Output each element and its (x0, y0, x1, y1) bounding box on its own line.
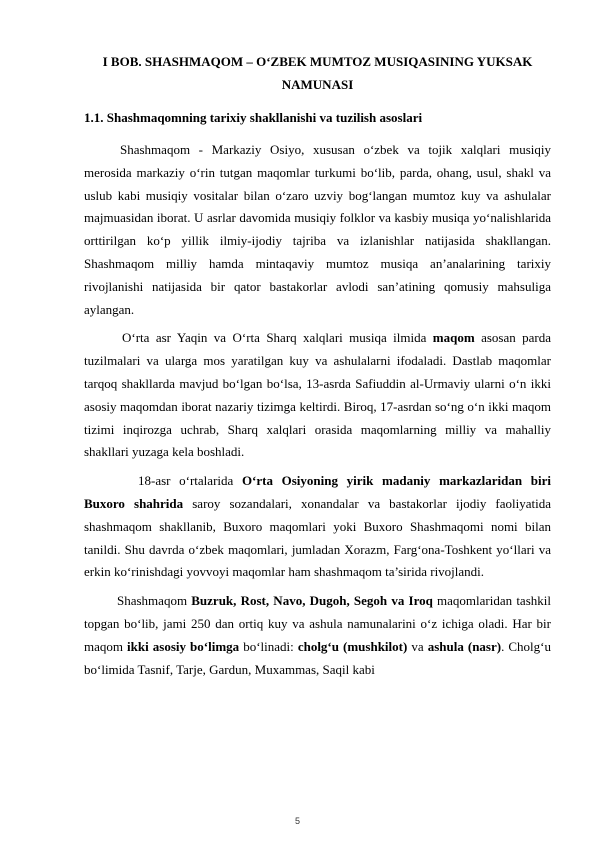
paragraph-text: bo‘linadi: (239, 638, 298, 654)
paragraph-text: asosan parda tuzilmalari va ularga mos yaratilgan kuy va ashulalarni ifodaladi. Dastlab maqomlar tarqoq shakllarda mavjud bo‘lgan bo‘lsa, 13-asrda Safiuddin al-Urmaviy ularni o‘n ikki asosiy maqomdan iborat nazariy tizimga keltirdi. Biroq, 17-asrdan so‘ng o‘n ikki maqom tizimi inqirozga uchrab, Sharq xalqlari orasida maqomlarning milliy va mahalliy shakllari yuzaga kela boshladi. (84, 330, 552, 460)
bold-term: Buzruk, Rost, Navo, Dugoh, Segoh va Iroq (191, 593, 433, 609)
bold-term: ashula (nasr) (427, 638, 502, 654)
paragraph-text: . Cholg‘u bo‘limida Tasnif, Tarje, Gardun, Muxammas, Saqil kabi (84, 638, 551, 677)
paragraph-4 (84, 590, 551, 681)
paragraph-text: Shashmaqom - Markaziy Osiyo, xususan o‘zbek va tojik xalqlari musiqiy merosida markaziy o‘rin tutgan maqomlar turkumi bo‘lib, parda, ohang, usul, shakl va uslub kabi musiqiy vositalar bilan o‘zaro uzviy bog‘langan mumtoz kuy va ashulalar majmuasidan iborat. U asrlar davomida musiqiy folklor va kasbiy musiqa yo‘nalishlarida orttirilgan ko‘p yillik ilmiy-ijodiy tajriba va izlanishlar natijasida shakllangan. Shashmaqom milliy hamda mintaqaviy mumtoz musiqa an’analarining tarixiy rivojlanishi natijasida bir qator bastakorlar avlodi san’atining qomusiy mahsuliga aylangan. (84, 142, 551, 317)
paragraph-2 (84, 327, 551, 464)
bold-term: maqom (432, 330, 475, 346)
bold-term: O‘rta Osiyoning yirik madaniy markazlaridan biri Buxoro shahrida (84, 473, 552, 511)
paragraph-text: saroy sozandalari, xonandalar va bastakorlar ijodiy faoliyatida shashmaqom shakllanib, Buxoro maqomlari yoki Buxoro Shashmaqomi nomi bilan tanildi. Shu davrda o‘zbek maqomlari, jumladan Xorazm, Farg‘ona-Toshkent yo‘llari va erkin ko‘rinishdagi yovvoyi maqomlar ham shashmaqom ta’sirida rivojlandi. (84, 495, 551, 580)
paragraph-3 (84, 470, 551, 584)
bold-term: ikki asosiy bo‘limga (127, 638, 240, 654)
bold-term: cholg‘u (mushkilot) (297, 638, 408, 654)
paragraph-text: Shashmaqom (117, 593, 192, 609)
section-title: 1.1. Shashmaqomning tarixiy shakllanishi va tuzilish asoslari (84, 110, 423, 125)
page-content (84, 50, 551, 681)
chapter-title: I BOB. SHASHMAQOM – O‘ZBEK MUMTOZ MUSIQASINING YUKSAK NAMUNASI (102, 54, 533, 92)
paragraph-text: va (407, 638, 428, 654)
paragraph-text: O‘rta asr Yaqin va O‘rta Sharq xalqlari musiqa ilmida (122, 330, 433, 346)
page-number: 5 (294, 816, 300, 826)
paragraph-text: 18-asr o‘rtalarida (138, 473, 242, 489)
paragraph-1 (84, 139, 551, 321)
paragraph-text: maqomlaridan tashkil topgan bo‘lib, jami 250 dan ortiq kuy va ashula namunalarini o‘z ichiga oladi. Har bir maqom (84, 593, 551, 654)
